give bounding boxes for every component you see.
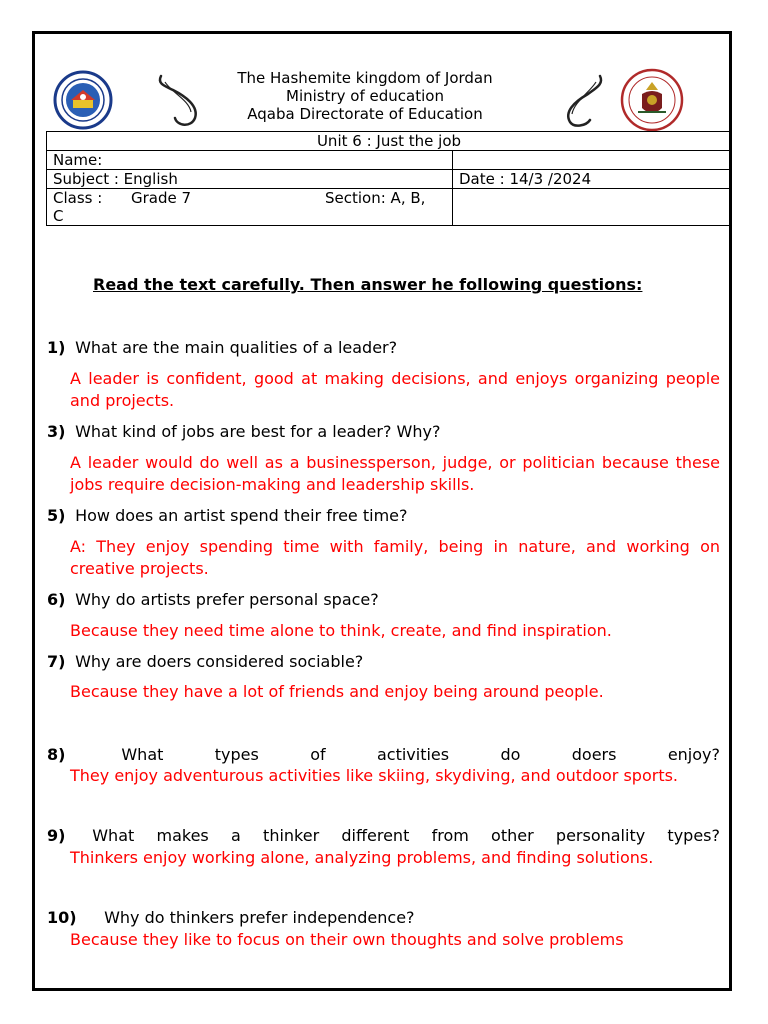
date-cell: Date : 14/3 /2024 bbox=[453, 170, 732, 189]
section-value: Section: A, B, bbox=[325, 189, 426, 207]
question-text: Why are doers considered sociable? bbox=[75, 652, 364, 671]
question-6 bbox=[47, 589, 720, 610]
instructions-heading: Read the text carefully. Then answer he following questions: bbox=[93, 275, 643, 294]
answer-9: Thinkers enjoy working alone, analyzing problems, and finding solutions. bbox=[70, 848, 654, 867]
subject-cell: Subject : English bbox=[47, 170, 453, 189]
question-text: What kind of jobs are best for a leader? Why? bbox=[75, 422, 441, 441]
header-ministry: Ministry of education bbox=[286, 87, 444, 105]
question-number: 7) bbox=[47, 652, 66, 671]
answer-10: Because they like to focus on their own thoughts and solve problems bbox=[70, 930, 624, 949]
header-directorate: Aqaba Directorate of Education bbox=[247, 105, 483, 123]
question-text: What are the main qualities of a leader? bbox=[75, 338, 398, 357]
answer-6: Because they need time alone to think, create, and find inspiration. bbox=[70, 621, 612, 640]
unit-title: Unit 6 : Just the job bbox=[47, 132, 732, 151]
class-section-cell bbox=[47, 189, 453, 226]
answer-3: A leader would do well as a businessperson, judge, or politician because these jobs require decision-making and leadership skills. bbox=[70, 453, 720, 494]
question-text: What types of activities do doers enjoy? bbox=[121, 745, 720, 764]
question-5 bbox=[47, 505, 720, 526]
question-number: 5) bbox=[47, 506, 66, 525]
jordan-coat-of-arms-logo-icon bbox=[620, 68, 684, 132]
question-text: What makes a thinker different from other personality types? bbox=[92, 826, 720, 845]
question-8 bbox=[47, 744, 720, 765]
question-number: 3) bbox=[47, 422, 66, 441]
section-continued: C bbox=[53, 207, 64, 225]
swirl-ornament-icon bbox=[155, 72, 203, 130]
header-kingdom: The Hashemite kingdom of Jordan bbox=[237, 69, 493, 87]
name-field: Name: bbox=[47, 151, 453, 170]
question-text: How does an artist spend their free time? bbox=[75, 506, 408, 525]
grade-value: Grade 7 bbox=[131, 189, 192, 207]
school-logo-icon bbox=[53, 70, 113, 130]
header-block bbox=[200, 69, 530, 123]
info-table bbox=[46, 131, 732, 226]
question-number: 8) bbox=[47, 745, 66, 764]
question-number: 10) bbox=[47, 908, 77, 927]
question-10 bbox=[47, 907, 720, 928]
answer-7: Because they have a lot of friends and enjoy being around people. bbox=[70, 682, 604, 701]
question-text: Why do thinkers prefer independence? bbox=[104, 908, 415, 927]
question-1 bbox=[47, 337, 720, 358]
question-9 bbox=[47, 825, 720, 846]
blank-cell bbox=[453, 189, 732, 226]
question-3 bbox=[47, 421, 720, 442]
question-number: 9) bbox=[47, 826, 66, 845]
question-number: 1) bbox=[47, 338, 66, 357]
class-label: Class : bbox=[53, 189, 103, 207]
question-text: Why do artists prefer personal space? bbox=[75, 590, 379, 609]
answer-1: A leader is confident, good at making decisions, and enjoys organizing people and projects. bbox=[70, 369, 720, 410]
question-number: 6) bbox=[47, 590, 66, 609]
swirl-ornament-icon bbox=[560, 72, 608, 130]
question-7 bbox=[47, 651, 720, 672]
name-blank-cell bbox=[453, 151, 732, 170]
answer-5: A: They enjoy spending time with family, being in nature, and working on creative projects. bbox=[70, 537, 720, 578]
answer-8: They enjoy adventurous activities like skiing, skydiving, and outdoor sports. bbox=[70, 766, 679, 785]
